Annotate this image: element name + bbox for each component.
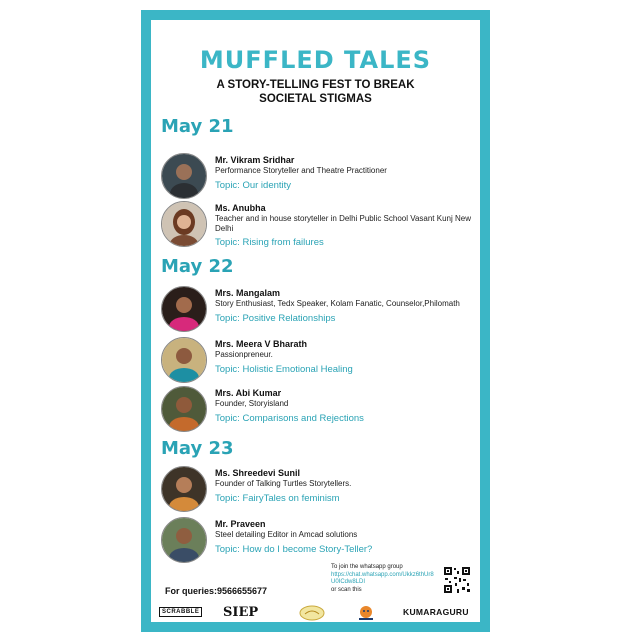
speaker-card	[161, 466, 473, 514]
speaker-topic: Topic: FairyTales on feminism	[215, 492, 340, 504]
speaker-photo	[161, 466, 207, 512]
date-heading: May 22	[161, 256, 234, 277]
speaker-name: Mr. Praveen	[215, 519, 266, 529]
speaker-photo	[161, 201, 207, 247]
speaker-description: Story Enthusiast, Tedx Speaker, Kolam Fanatic, Counselor,Philomath	[215, 299, 460, 308]
poster-title: MUFFLED TALES	[199, 46, 432, 74]
speaker-description: Founder of Talking Turtles Storytellers.	[215, 479, 352, 488]
speaker-name: Mrs. Meera V Bharath	[215, 339, 308, 349]
speaker-photo	[161, 517, 207, 563]
speaker-photo	[161, 386, 207, 432]
siep-logo: SIEP	[223, 605, 259, 620]
whatsapp-info	[331, 564, 437, 594]
speaker-topic: Topic: Our identity	[215, 179, 292, 191]
speaker-name: Mrs. Abi Kumar	[215, 388, 282, 398]
speaker-description: Founder, Storyisland	[215, 399, 289, 408]
speaker-description: Steel detailing Editor in Amcad solutions	[215, 530, 358, 539]
qr-code-icon[interactable]	[443, 566, 471, 594]
speaker-card	[161, 517, 473, 565]
event-poster	[141, 10, 490, 632]
speaker-description: Teacher and in house storyteller in Delhi Public School Vasant Kunj New Delhi	[215, 214, 471, 233]
theatre-mask-logo-icon	[355, 605, 377, 621]
kumaraguru-logo: KUMARAGURU	[403, 607, 469, 617]
speaker-card	[161, 337, 473, 385]
whatsapp-scan-text: or scan this	[331, 586, 362, 593]
book-logo-icon	[299, 605, 325, 621]
scrabble-logo: SCRABBLE	[159, 607, 202, 617]
subtitle-line: SOCIETAL STIGMAS	[259, 93, 372, 105]
poster-content	[151, 20, 480, 622]
speaker-name: Mr. Vikram Sridhar	[215, 155, 295, 165]
date-heading: May 21	[161, 116, 234, 137]
poster-subtitle	[151, 78, 480, 106]
speaker-topic: Topic: Positive Relationships	[215, 312, 336, 324]
speaker-name: Ms. Shreedevi Sunil	[215, 468, 301, 478]
speaker-topic: Topic: Comparisons and Rejections	[215, 412, 364, 424]
speaker-topic: Topic: Rising from failures	[215, 237, 324, 248]
sponsor-logos	[151, 605, 480, 621]
speaker-card	[161, 386, 473, 434]
speaker-description: Performance Storyteller and Theatre Practitioner	[215, 166, 387, 175]
speaker-photo	[161, 337, 207, 383]
speaker-name: Mrs. Mangalam	[215, 288, 281, 298]
speaker-card	[161, 153, 473, 201]
whatsapp-intro: To join the whatsapp group	[331, 564, 403, 570]
date-heading: May 23	[161, 438, 234, 459]
queries-contact: For queries:9566655677	[165, 586, 268, 596]
speaker-photo	[161, 153, 207, 199]
speaker-topic: Topic: Holistic Emotional Healing	[215, 363, 353, 375]
speaker-topic: Topic: How do I become Story-Teller?	[215, 543, 373, 555]
subtitle-line: A STORY-TELLING FEST TO BREAK	[216, 79, 415, 91]
speaker-card	[161, 286, 473, 334]
speaker-description: Passionpreneur.	[215, 350, 273, 359]
speaker-card	[161, 201, 473, 249]
whatsapp-link[interactable]: https://chat.whatsapp.com/Ukkz6thUr8U0ICdw8LDI	[331, 571, 434, 585]
speaker-name: Ms. Anubha	[215, 203, 266, 213]
speaker-photo	[161, 286, 207, 332]
